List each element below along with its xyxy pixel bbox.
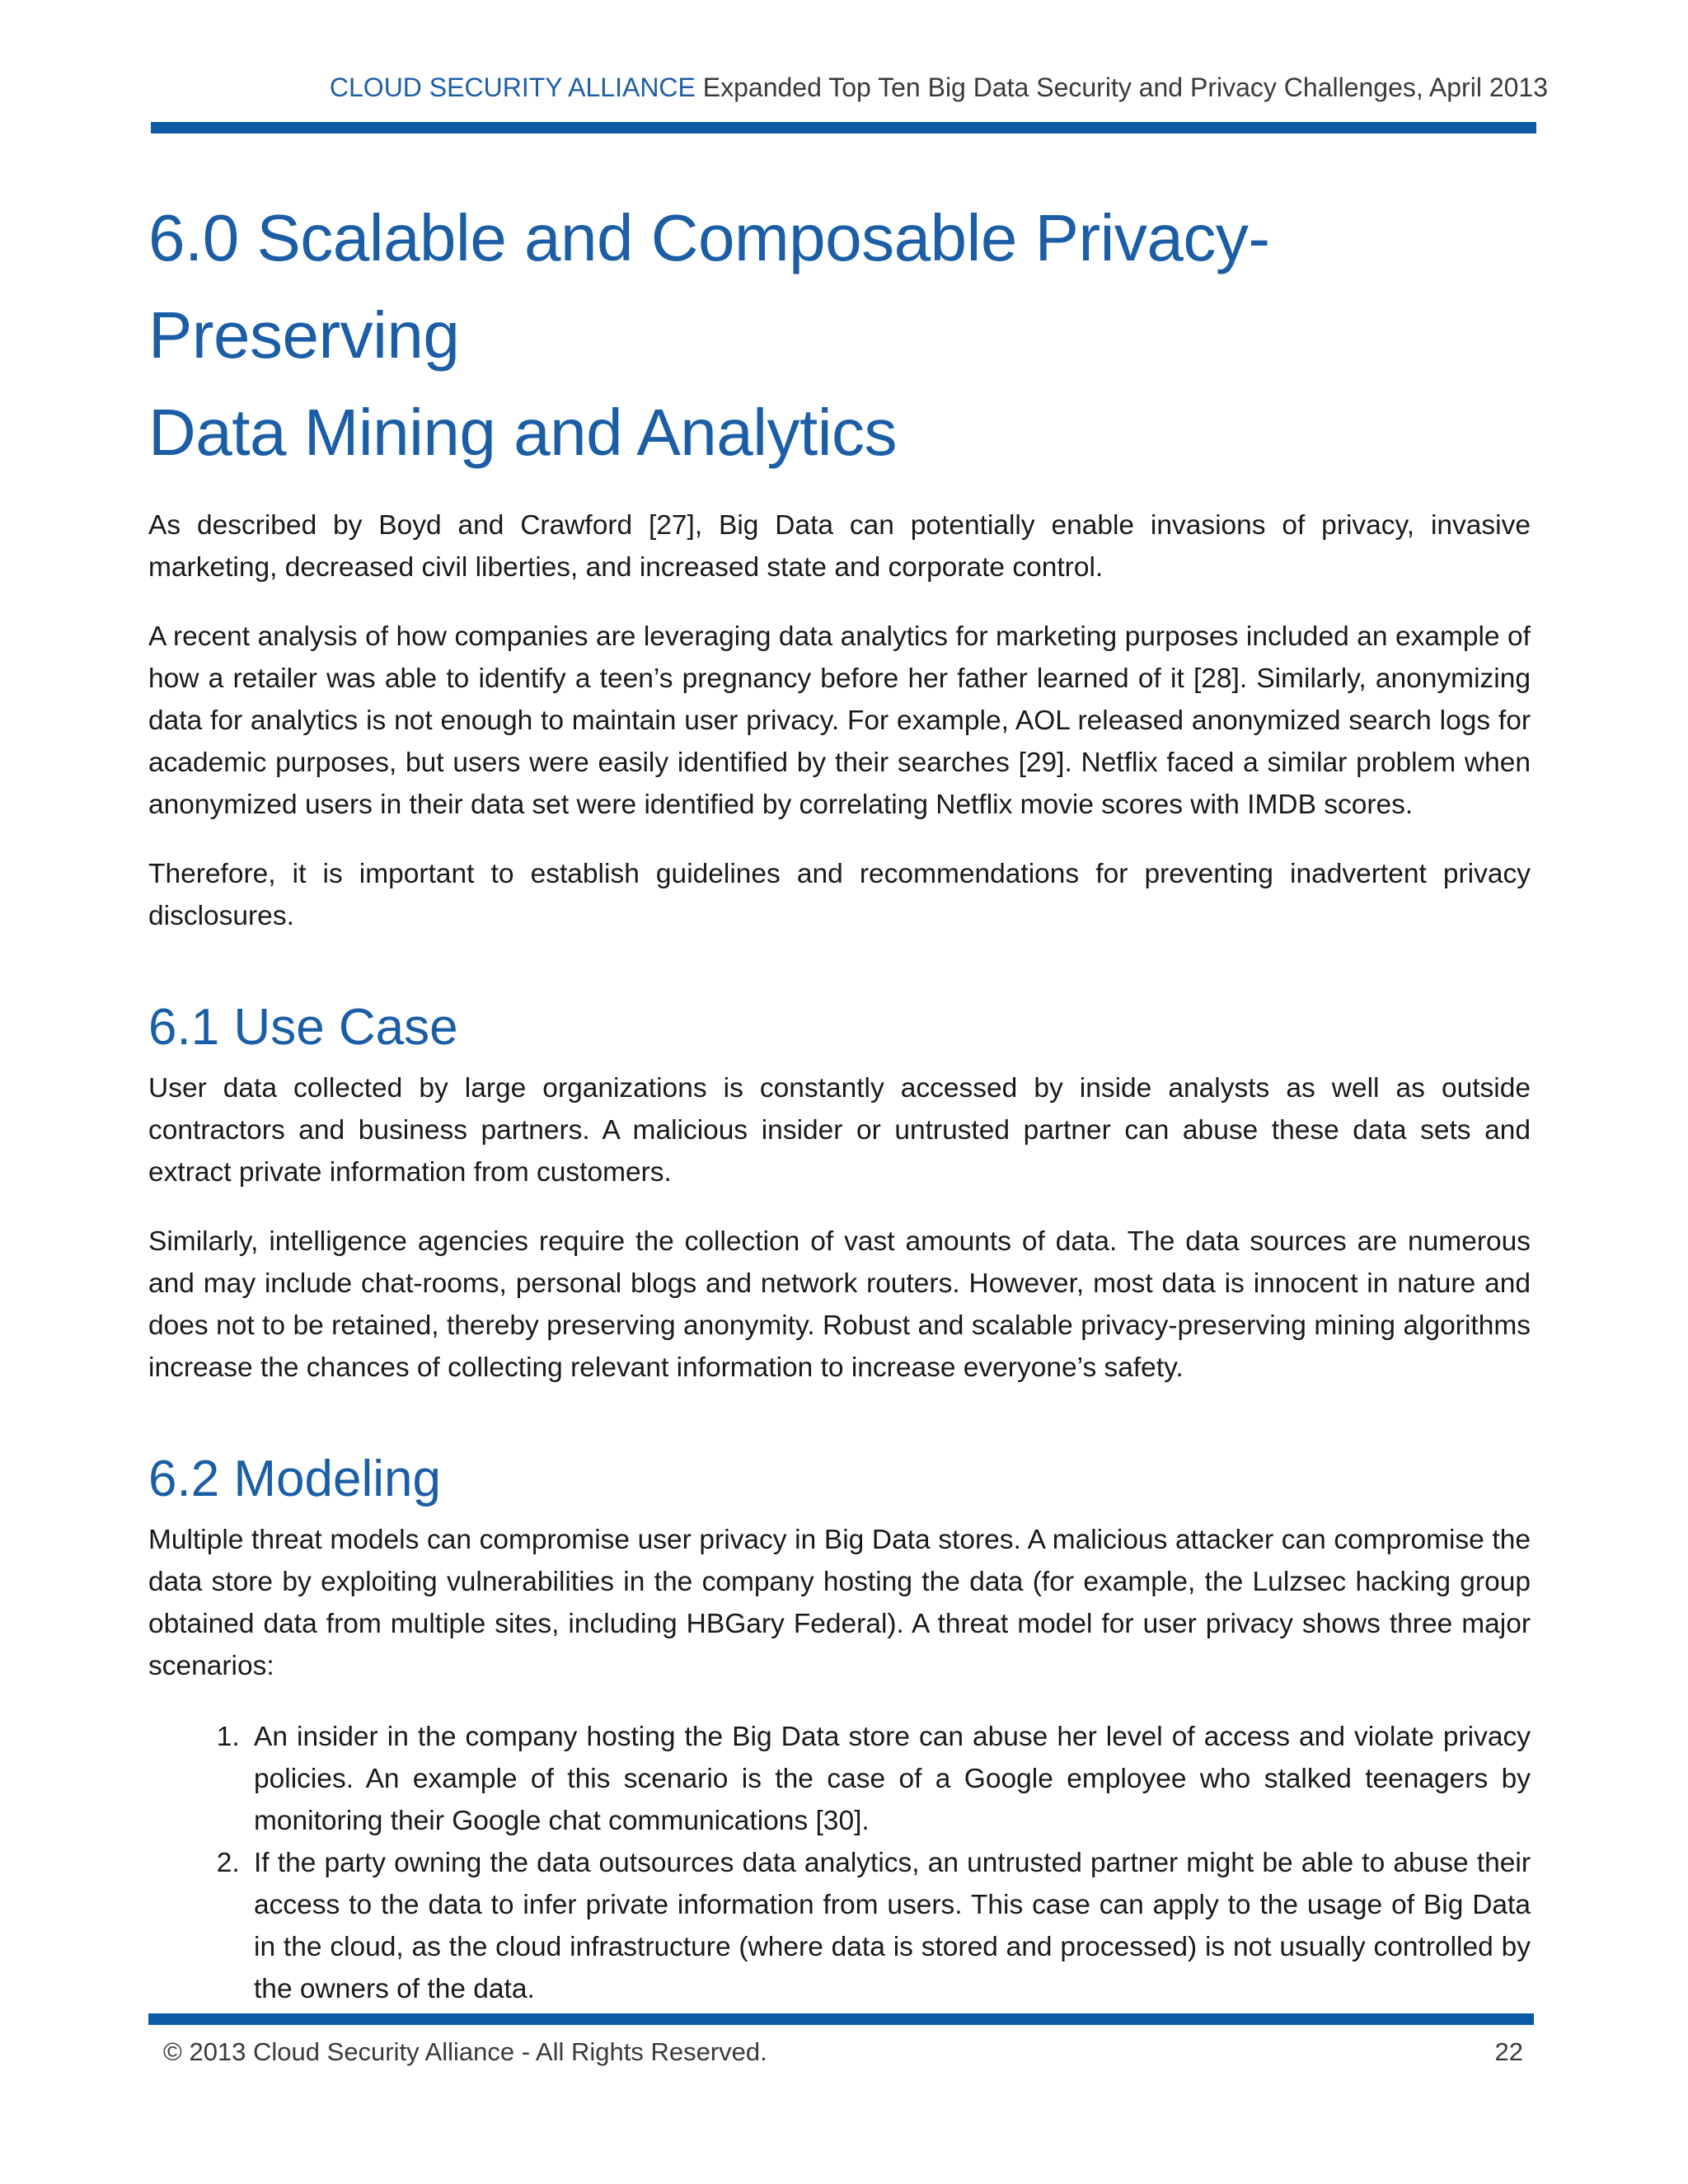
section-title-line1: 6.0 Scalable and Composable Privacy-Preserving	[148, 201, 1270, 372]
section-title-line2: Data Mining and Analytics	[148, 396, 898, 469]
header-title: Expanded Top Ten Big Data Security and Privacy Challenges, April 2013	[702, 73, 1548, 102]
intro-paragraph-2: A recent analysis of how companies are leveraging data analytics for marketing purposes included an example of how a retailer was able to identify a teen’s pregnancy before her father learned of it [28]. Similarly, anonymizing data for analytics is not enough to maintain user privacy. For example, AOL released anonymized search logs for academic purposes, but users were easily identified by their searches [29]. Netflix faced a similar problem when anonymized users in their data set were identified by correlating Netflix movie scores with IMDB scores.	[148, 621, 1531, 820]
intro-paragraph-1: As described by Boyd and Crawford [27], Big Data can potentially enable invasions of privacy, invasive marketing, decreased civil liberties, and increased state and corporate control.	[148, 510, 1531, 583]
modeling-heading: 6.2 Modeling	[148, 1451, 442, 1507]
page-number: 22	[1494, 2037, 1523, 2066]
section-title	[148, 190, 1531, 481]
header-rule	[151, 122, 1536, 134]
use-case-paragraph-1: User data collected by large organizations is constantly accessed by inside analysts as well as outside contractors and business partners. A malicious insider or untrusted partner can abuse these data sets and extract private information from customers.	[148, 1073, 1531, 1188]
modeling-paragraph: Multiple threat models can compromise user privacy in Big Data stores. A malicious attacker can compromise the data store by exploiting vulnerabilities in the company hosting the data (for example, the Lulzsec hacking group obtained data from multiple sites, including HBGary Federal). A threat model for user privacy shows three major scenarios:	[148, 1525, 1531, 1681]
use-case-paragraph-2: Similarly, intelligence agencies require the collection of vast amounts of data. The data sources are numerous and may include chat-rooms, personal blogs and network routers. However, most data is innocent in nature and does not to be retained, thereby preserving anonymity. Robust and scalable privacy-preserving mining algorithms increase the chances of collecting relevant information to increase everyone’s safety.	[148, 1226, 1531, 1383]
threat-scenario-item: 2. If the party owning the data outsources data analytics, an untrusted partner might be able to abuse their access to the data to infer private information from users. This case can apply to the usage of Big Data in the cloud, as the cloud infrastructure (where data is stored and processed) is not usually controlled by the owners of the data.	[247, 1842, 1531, 2010]
header-org: CLOUD SECURITY ALLIANCE	[329, 73, 696, 102]
intro-paragraph-3: Therefore, it is important to establish guidelines and recommendations for preventing inadvertent privacy disclosures.	[148, 859, 1531, 931]
footer-rule	[148, 2013, 1534, 2025]
running-header	[0, 73, 1548, 103]
page-body	[148, 190, 1531, 2010]
threat-scenario-item: 1. An insider in the company hosting the Big Data store can abuse her level of access and violate privacy policies. An example of this scenario is the case of a Google employee who stalked teenagers by monitoring their Google chat communications [30].	[247, 1716, 1531, 1842]
footer-copyright: © 2013 Cloud Security Alliance - All Rights Reserved.	[163, 2037, 767, 2066]
use-case-heading: 6.1 Use Case	[148, 999, 458, 1056]
threat-scenario-list	[148, 1716, 1531, 2010]
